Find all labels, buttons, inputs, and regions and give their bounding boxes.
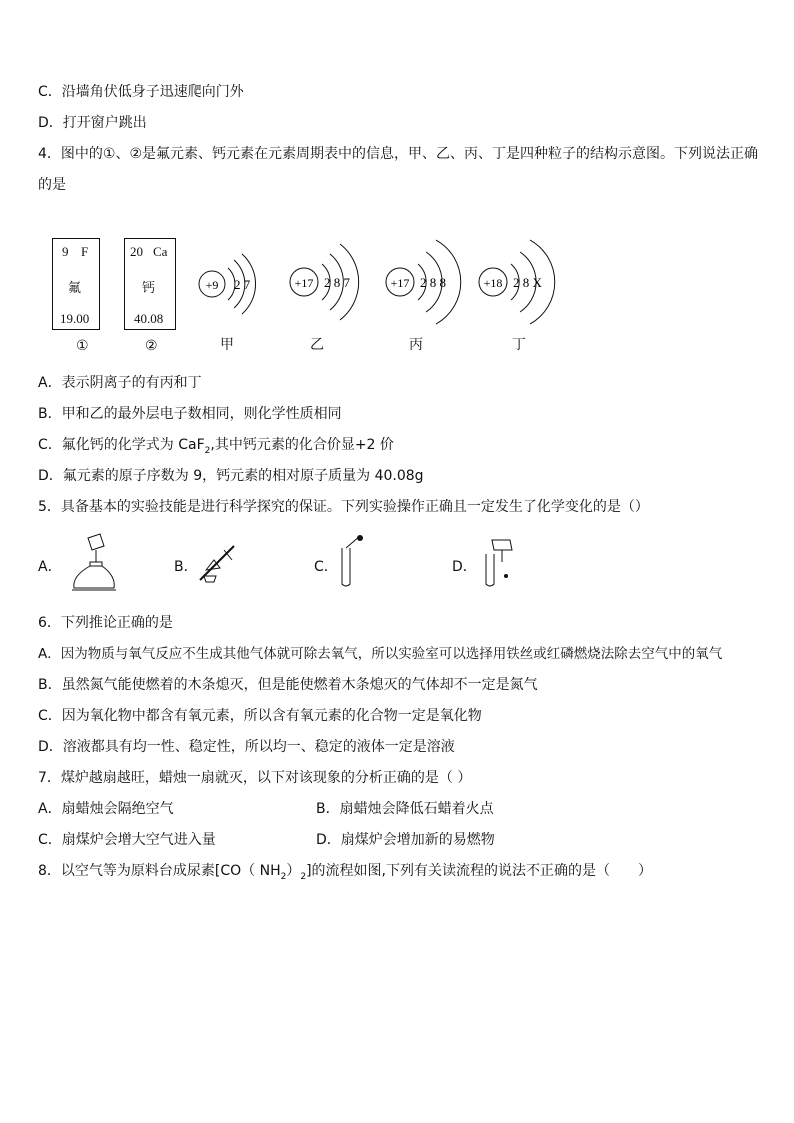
q4-stem-line2: 的是 (38, 177, 66, 193)
heating-test-tube-icon (194, 540, 240, 586)
q7-option-b: B．扇蜡烛会降低石蜡着火点 (316, 801, 494, 817)
q4-option-b: B．甲和乙的最外层电子数相同，则化学性质相同 (38, 406, 342, 422)
electron-shells: 2 8 7 (324, 275, 350, 290)
q4-stem-line1: 4．图中的①、②是氟元素、钙元素在元素周期表中的信息，甲、乙、丙、丁是四种粒子的结构示意图。下列说法正确 (38, 146, 759, 162)
test-tube-icon (332, 534, 368, 590)
electron-shells: 2 8 X (513, 275, 542, 290)
atom-bing (386, 240, 461, 324)
nucleus-charge: +17 (390, 276, 410, 290)
nucleus-charge: +9 (205, 278, 219, 292)
q8-stem-text-2: ） (286, 863, 301, 879)
cell1-label: ① (76, 339, 89, 354)
atom-structure-diagrams (190, 230, 570, 330)
q4-option-a: A．表示阴离子的有丙和丁 (38, 375, 202, 391)
atom-yi (290, 244, 359, 320)
element-name: 钙 (142, 281, 156, 296)
atomic-number: 20 (130, 244, 143, 259)
atom-jia (199, 254, 256, 314)
nucleus-charge: +18 (483, 276, 503, 290)
q6-option-d: D．溶液都具有均一性、稳定性，所以均一、稳定的液体一定是溶液 (38, 739, 455, 755)
q7-option-c: C．扇煤炉会增大空气进入量 (38, 832, 216, 848)
q6-option-a: A．因为物质与氧气反应不生成其他气体就可除去氧气，所以实验室可以选择用铁丝或红磷燃烧法除去空气中的氧气 (38, 646, 723, 662)
atom-label-ding: 丁 (512, 338, 526, 353)
q5-option-c-letter: C． (314, 559, 338, 575)
q6-option-b: B．虽然氮气能使燃着的木条熄灭，但是能使燃着木条熄灭的气体却不一定是氮气 (38, 677, 538, 693)
atom-ding (479, 240, 555, 324)
cell2-label: ② (145, 339, 158, 354)
q8-stem-text-3: ]的流程如图,下列有关读流程的说法不正确的是（ ） (306, 863, 653, 879)
atom-label-bing: 丙 (409, 338, 423, 353)
q4-option-c-text: C．氟化钙的化学式为 CaF (38, 437, 205, 453)
q5-option-b-letter: B． (174, 559, 198, 575)
subscript: 2 (300, 871, 307, 882)
element-symbol: F (81, 244, 89, 259)
periodic-cell-calcium (124, 238, 176, 330)
q4-option-c (38, 435, 394, 461)
periodic-cell-fluorine (52, 238, 100, 330)
q8-stem (38, 861, 652, 887)
alcohol-lamp-icon (66, 532, 118, 594)
dropper-test-tube-icon (472, 536, 522, 588)
q6-option-c: C．因为氧化物中都含有氧元素，所以含有氧元素的化合物一定是氧化物 (38, 708, 482, 724)
electron-shells: 2 8 8 (420, 275, 446, 290)
subscript: 2 (280, 871, 287, 882)
q8-stem-text: 8．以空气等为原料台成尿素[CO（ NH (38, 863, 281, 879)
q4-option-d: D．氟元素的原子序数为 9，钙元素的相对原子质量为 40.08g (38, 468, 424, 484)
q7-option-d: D．扇煤炉会增加新的易燃物 (316, 832, 495, 848)
atom-label-yi: 乙 (310, 338, 324, 353)
atomic-mass: 19.00 (60, 311, 90, 326)
q5-option-d-letter: D． (452, 559, 477, 575)
q6-stem: 6．下列推论正确的是 (38, 615, 173, 631)
nucleus-charge: +17 (294, 276, 314, 290)
q4-option-c-text-2: ,其中钙元素的化合价显+2 价 (210, 437, 394, 453)
q7-option-a: A．扇蜡烛会隔绝空气 (38, 801, 174, 817)
element-name: 氟 (68, 281, 82, 296)
subscript: 2 (204, 445, 211, 456)
electron-shells: 2 7 (234, 277, 251, 292)
q3-option-c: C．沿墙角伏低身子迅速爬向门外 (38, 84, 244, 100)
q7-stem: 7．煤炉越扇越旺，蜡烛一扇就灭，以下对该现象的分析正确的是（ ） (38, 770, 472, 786)
element-symbol: Ca (153, 244, 168, 259)
atomic-number: 9 (62, 244, 69, 259)
atom-label-jia: 甲 (220, 338, 234, 353)
q3-option-d: D．打开窗户跳出 (38, 115, 147, 131)
q5-option-a-letter: A． (38, 559, 62, 575)
q5-stem: 5．具备基本的实验技能是进行科学探究的保证。下列实验操作正确且一定发生了化学变化的是（） (38, 499, 649, 515)
atomic-mass: 40.08 (134, 311, 164, 326)
